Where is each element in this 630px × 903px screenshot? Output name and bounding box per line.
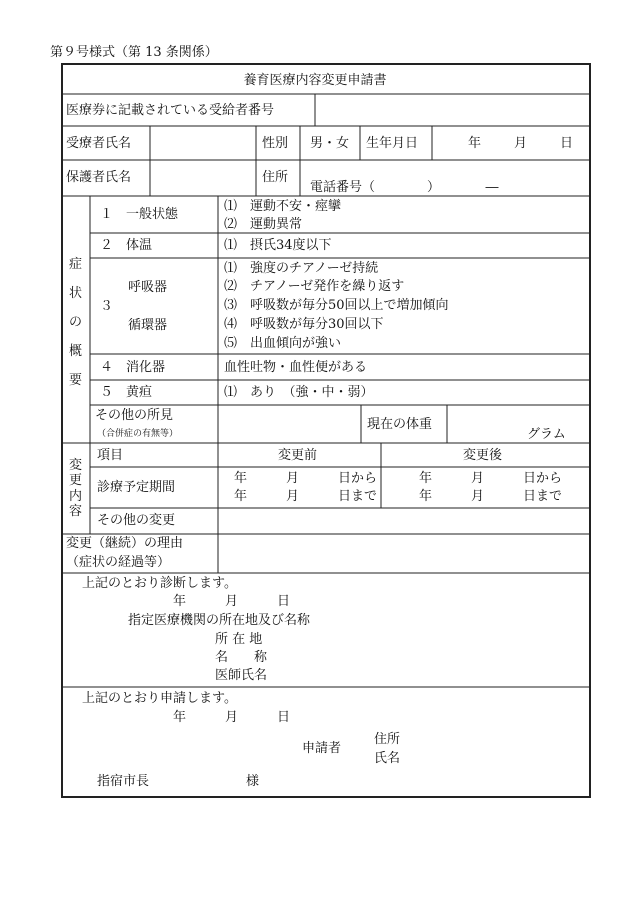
phone-label: 電話番号（ ） ― xyxy=(310,180,499,195)
symptom-5-label: ５ 黄疸 xyxy=(100,385,153,400)
patient-name-label: 受療者氏名 xyxy=(66,136,132,151)
doctor-name-label: 医師氏名 xyxy=(215,668,268,683)
after-header: 変更後 xyxy=(463,448,503,463)
recipient-number-label: 医療券に記載されている受給者番号 xyxy=(66,103,275,118)
reason-label-1: 変更（継続）の理由 xyxy=(66,536,184,551)
recipient-number-field[interactable] xyxy=(318,97,586,124)
period-label: 診療予定期間 xyxy=(97,480,176,495)
addressee: 指宿市長 xyxy=(97,774,150,789)
guardian-name-label: 保護者氏名 xyxy=(66,170,132,185)
symptoms-section-char-1: 症 xyxy=(69,257,83,272)
symptom-1-label: １ 一般状態 xyxy=(100,207,179,222)
guardian-name-field[interactable] xyxy=(152,162,254,194)
change-section-char-2: 更 xyxy=(69,473,83,488)
period-before-from[interactable]: 年 月 日から xyxy=(234,471,378,486)
symptom-4-text[interactable]: 血性吐物・血性便がある xyxy=(224,360,368,375)
form-title: 養育医療内容変更申請書 xyxy=(243,73,387,88)
reason-field[interactable] xyxy=(220,536,588,571)
other-change-label: その他の変更 xyxy=(97,513,176,528)
other-findings-field[interactable] xyxy=(220,407,359,441)
period-after-to[interactable]: 年 月 日まで xyxy=(419,489,563,504)
diagnosis-date[interactable]: 年 月 日 xyxy=(173,594,291,609)
symptoms-section-char-2: 状 xyxy=(69,286,83,301)
other-change-field[interactable] xyxy=(220,510,588,532)
symptom-1-item-1[interactable]: ⑴ 運動不安・痙攣 xyxy=(224,199,342,214)
applicant-label: 申請者 xyxy=(302,741,342,756)
symptom-3-item-5[interactable]: ⑸ 出血傾向が強い xyxy=(224,336,342,351)
birth-year-label: 年 xyxy=(468,136,482,151)
symptom-3-circulatory: 循環器 xyxy=(128,318,168,333)
applicant-address-label: 住所 xyxy=(374,732,401,747)
applicant-name-label: 氏名 xyxy=(374,751,401,766)
symptoms-section-char-3: の xyxy=(69,315,83,330)
birthdate-label: 生年月日 xyxy=(366,136,419,151)
address-label: 住所 xyxy=(262,170,289,185)
period-before-to[interactable]: 年 月 日まで xyxy=(234,489,378,504)
weight-label: 現在の体重 xyxy=(367,417,433,432)
symptom-2-item-1[interactable]: ⑴ 摂氏34度以下 xyxy=(224,238,332,253)
location-label: 所 在 地 xyxy=(215,632,263,647)
application-statement: 上記のとおり申請します。 xyxy=(82,691,237,706)
institution-name-label: 名 称 xyxy=(215,650,268,665)
symptoms-section-char-4: 概 xyxy=(69,344,83,359)
symptom-3-item-2[interactable]: ⑵ チアノーゼ発作を繰り返す xyxy=(224,279,405,294)
change-section-char-1: 変 xyxy=(69,458,83,473)
birth-month-label: 月 xyxy=(514,136,528,151)
symptom-3-number: ３ xyxy=(100,299,114,314)
form-number: 第９号様式（第 13 条関係） xyxy=(50,45,218,60)
other-findings-label: その他の所見 xyxy=(95,408,174,423)
symptom-3-item-1[interactable]: ⑴ 強度のチアノーゼ持続 xyxy=(224,261,379,276)
change-section-char-4: 容 xyxy=(69,504,83,519)
symptom-3-respiratory: 呼吸器 xyxy=(128,280,168,295)
symptom-3-item-3[interactable]: ⑶ 呼吸数が毎分50回以上で増加傾向 xyxy=(224,298,449,313)
sex-options[interactable]: 男・女 xyxy=(310,136,350,151)
patient-name-field[interactable] xyxy=(152,128,254,158)
institution-label: 指定医療機関の所在地及び名称 xyxy=(128,613,311,628)
honorific: 様 xyxy=(246,774,260,789)
birth-day-label: 日 xyxy=(560,136,574,151)
diagnosis-statement: 上記のとおり診断します。 xyxy=(82,576,237,591)
symptom-1-item-2[interactable]: ⑵ 運動異常 xyxy=(224,217,303,232)
symptoms-section-char-5: 要 xyxy=(69,373,83,388)
sex-label: 性別 xyxy=(262,136,289,151)
symptom-3-item-4[interactable]: ⑷ 呼吸数が毎分30回以下 xyxy=(224,317,384,332)
symptom-2-label: ２ 体温 xyxy=(100,238,153,253)
item-header: 項目 xyxy=(97,448,124,463)
before-header: 変更前 xyxy=(278,448,318,463)
reason-label-2: （症状の経過等） xyxy=(66,555,171,570)
other-findings-sub: （合併症の有無等） xyxy=(97,429,179,439)
symptom-4-label: ４ 消化器 xyxy=(100,360,166,375)
period-after-from[interactable]: 年 月 日から xyxy=(419,471,563,486)
weight-unit: グラム xyxy=(527,427,566,442)
symptom-5-text[interactable]: ⑴ あり （強・中・弱） xyxy=(224,385,374,400)
application-date[interactable]: 年 月 日 xyxy=(173,710,291,725)
change-section-char-3: 内 xyxy=(69,489,83,504)
